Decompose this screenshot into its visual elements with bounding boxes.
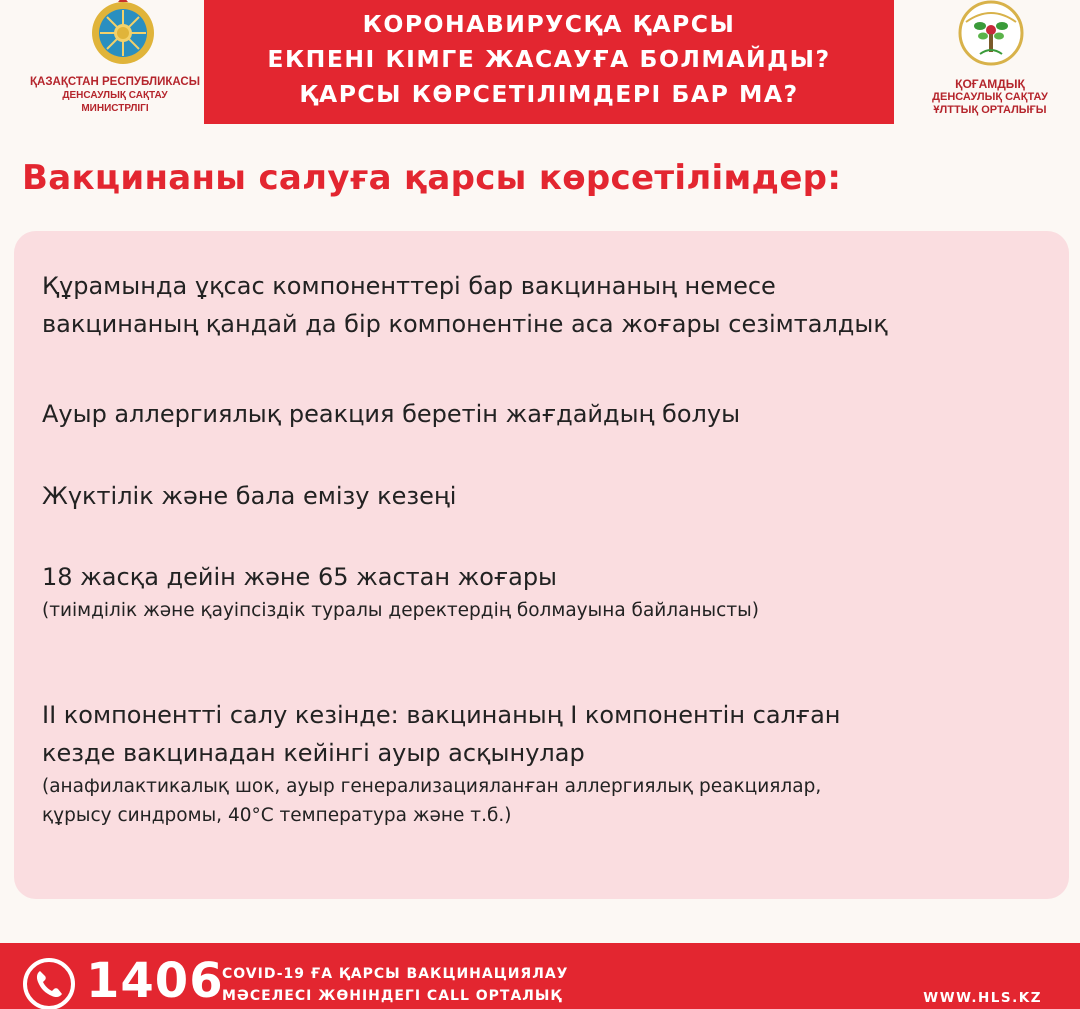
title-line-2: ЕКПЕНІ КІМГЕ ЖАСАУҒА БОЛМАЙДЫ? [267,44,831,73]
phone-icon [22,957,76,1009]
item-5-note-1: (анафилактикалық шок, ауыр генерализацияланған аллергиялық реакциялар, [42,776,822,797]
tree-logo-icon [958,0,1024,66]
contraindication-item-4 [42,558,759,625]
item-4-line-1: 18 жасқа дейін және 65 жастан жоғары [42,563,558,591]
call-center-description [222,963,568,1007]
title-banner [204,0,894,124]
center-name-line-2: ДЕНСАУЛЫҚ САҚТАУ [932,91,1048,103]
title-line-1: КОРОНАВИРУСҚА ҚАРСЫ [362,9,736,38]
ministry-logo [20,0,210,120]
center-name-line-1: ҚОҒАМДЫҚ [955,77,1025,91]
item-2-line-1: Ауыр аллергиялық реакция беретін жағдайдың болуы [42,400,741,428]
ministry-name-line-3: МИНИСТРЛІГІ [81,103,149,114]
item-1-line-2: вакцинаның қандай да бір компонентіне аса жоғары сезімталдық [42,310,888,338]
contraindication-item-5 [42,696,840,830]
item-4-note-1: (тиімділік және қауіпсіздік туралы деректердің болмауына байланысты) [42,600,759,621]
contraindication-item-3 [42,477,456,515]
center-name-line-3: ҰЛТТЫҚ ОРТАЛЫҒЫ [933,104,1047,116]
website-link[interactable]: WWW.HLS.KZ [923,990,1042,1006]
contraindication-item-2 [42,395,740,433]
ministry-name-line-2: ДЕНСАУЛЫҚ САҚТАУ [62,90,168,101]
contraindication-item-1 [42,267,888,343]
call-center-line-2: МӘСЕЛЕСІ ЖӨНІНДЕГІ CALL ОРТАЛЫҚ [222,988,563,1004]
hotline-number: 1406 [86,953,224,1009]
contraindications-heading: Вакцинаны салуға қарсы көрсетілімдер: [22,158,842,198]
call-center-footer [0,943,1080,1009]
item-5-line-2: кезде вакцинадан кейінгі ауыр асқынулар [42,739,585,767]
title-line-3: ҚАРСЫ КӨРСЕТІЛІМДЕРІ БАР МА? [299,79,799,108]
public-health-center-name [915,78,1065,117]
call-center-line-1: COVID-19 ҒА ҚАРСЫ ВАКЦИНАЦИЯЛАУ [222,966,569,982]
item-1-line-1: Құрамында ұқсас компоненттері бар вакцинаның немесе [42,272,776,300]
public-health-center-logo [915,0,1065,120]
item-5-note-2: құрысу синдромы, 40°С температура және т.б.) [42,805,512,826]
ministry-name-line-1: ҚАЗАҚСТАН РЕСПУБЛИКАСЫ [30,76,200,88]
item-3-line-1: Жүктілік және бала емізу кезеңі [42,482,457,510]
contraindications-card [14,231,1069,899]
item-5-line-1: ІІ компонентті салу кезінде: вакцинаның І компонентін салған [42,701,841,729]
state-emblem-icon [88,0,158,66]
ministry-name [20,76,210,115]
